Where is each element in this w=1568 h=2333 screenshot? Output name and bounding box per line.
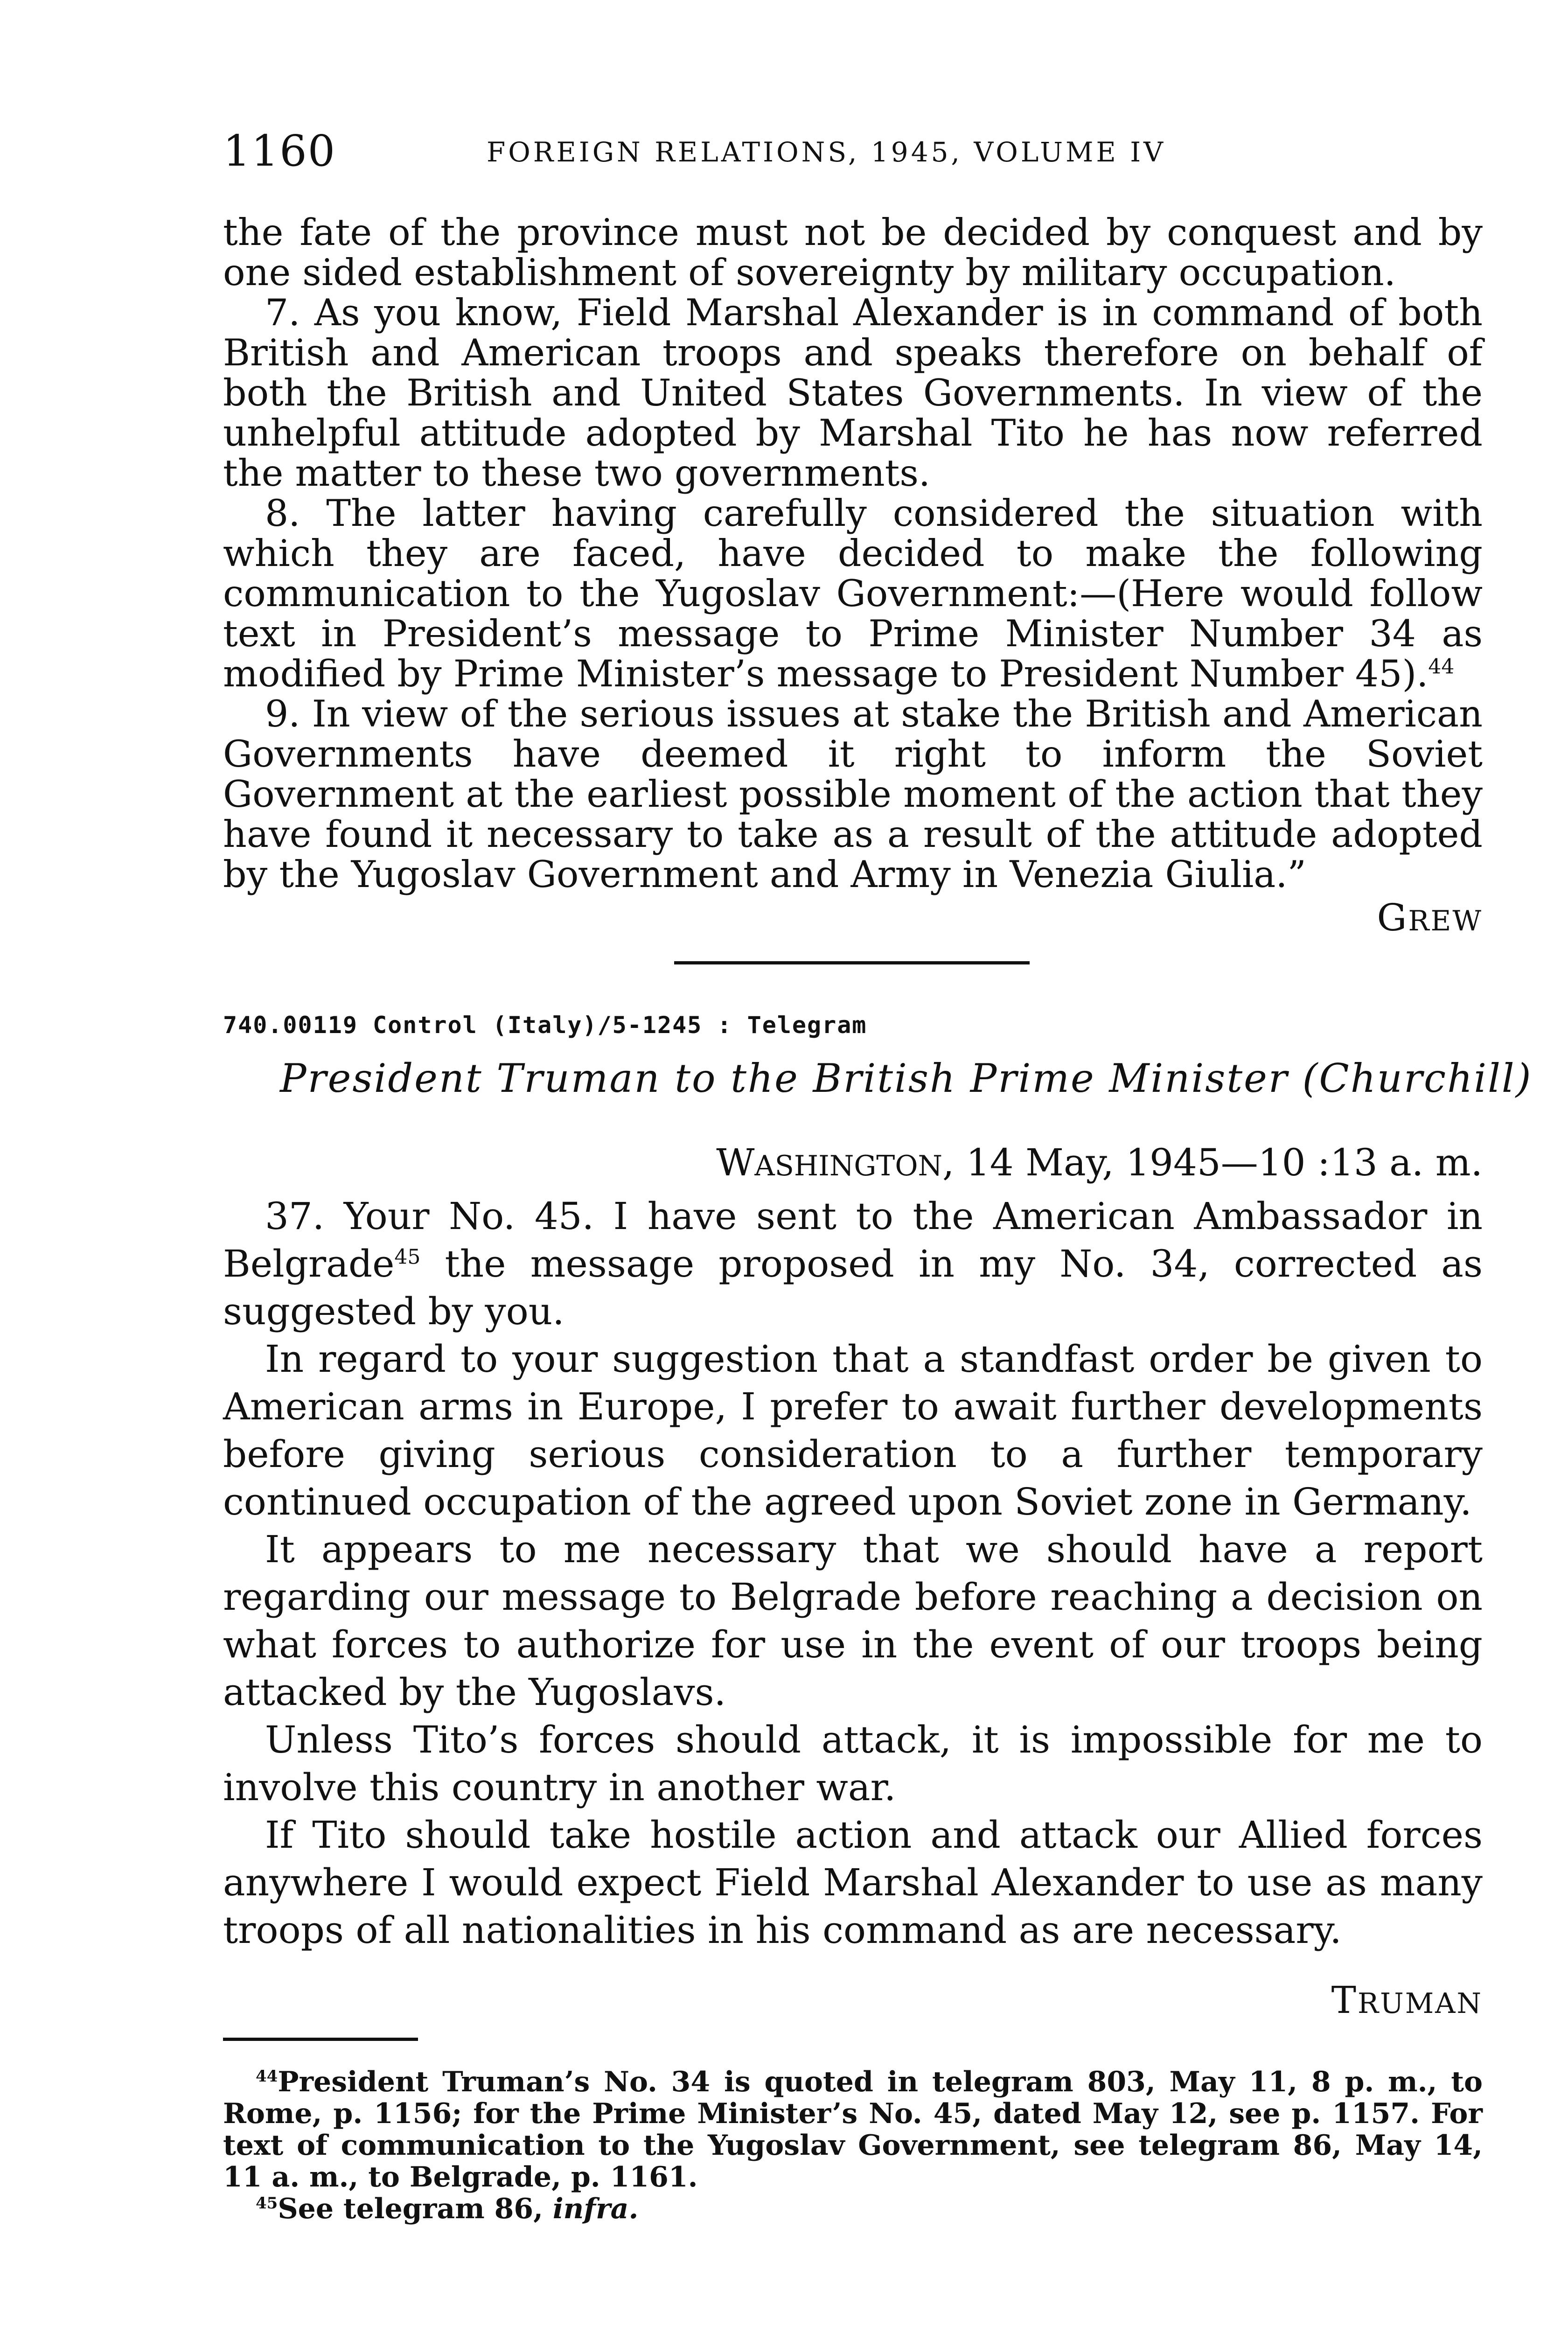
message-paragraph-2: In regard to your suggestion that a standfast order be given to American arms in Europe, I prefer to await further developments before giving serious consideration to a further temporary continued occupation of the agreed upon Soviet zone in Germany. — [223, 1337, 1483, 1523]
paragraph: the fate of the province must not be decided by conquest and by one sided establishment of sovereignty by military occupation. — [223, 211, 1483, 294]
page-number: 1160 — [223, 126, 336, 176]
paragraph-7: 7. As you know, Field Marshal Alexander is in command of both British and American troops and speaks therefore on behalf of both the British and United States Governments. In view of the unhelpful attitude adopted by Marshal Tito he has now referred the matter to these two governments. — [223, 291, 1483, 495]
signature-grew: GREW — [1377, 896, 1483, 939]
footnote-ref-45: 45 — [394, 1245, 421, 1269]
signature-truman: TRUMAN — [1331, 1978, 1483, 2022]
continuation-text — [223, 212, 1483, 894]
message-body — [223, 1193, 1483, 1954]
message-paragraph-5: If Tito should take hostile action and attack our Allied forces anywhere I would expect Field Marshal Alexander to use as many troops of all nationalities in his command as are necessary. — [223, 1813, 1483, 1952]
footnotes — [223, 2066, 1483, 2225]
footnote-44: $^{44}$President Truman’s No. 34 is quoted in telegram 803, May 11, 8 p. m., to Rome, p. 1156; for the Prime Minister’s No. 45, dated May 12, see p. 1157. For text of communication to the Yugoslav Government, see telegram 86, May 14, 11 a. m., to Belgrade, p. 1161. — [223, 2066, 1483, 2193]
running-header — [223, 126, 1483, 177]
footnote-rule — [223, 2038, 418, 2041]
running-title: FOREIGN RELATIONS, 1945, VOLUME IV — [487, 136, 1166, 168]
message-paragraph-3: It appears to me necessary that we should have a report regarding our message to Belgrade before reaching a decision on what forces to authorize for use in the event of our troops being attacked by the Yugoslavs. — [223, 1528, 1483, 1714]
paragraph-8 — [223, 493, 1483, 694]
paragraph-8-text: 8. The latter having carefully considered the situation with which they are faced, have decided to make the following communication to the Yugoslav Government:—(Here would follow text in President’s message to Prime Minister Number 34 as modified by Prime Minister’s message to President Number 45). — [223, 492, 1483, 695]
paragraph-9: 9. In view of the serious issues at stake the British and American Governments have deemed it right to inform the Soviet Government at the earliest possible moment of the action that they have found it necessary to take as a result of the attitude adopted by the Yugoslav Government and Army in Venezia Giulia.” — [223, 692, 1483, 896]
date: , 14 May, 1945—10 :13 a. m. — [942, 1141, 1483, 1184]
message-paragraph-1: 37. Your No. 45. I have sent to the American Ambassador in Belgrade$^{45}$ the message proposed in my No. 34, corrected as suggested by you. — [223, 1194, 1483, 1333]
footnote-ref-44: 44 — [1428, 655, 1455, 679]
document-title: President Truman to the British Prime Minister (Churchill) — [280, 1055, 1533, 1101]
section-divider — [674, 961, 1030, 964]
place-date-line — [716, 1141, 1483, 1184]
message-paragraph-4: Unless Tito’s forces should attack, it is impossible for me to involve this country in another war. — [223, 1718, 1483, 1809]
file-reference: 740.00119 Control (Italy)/5-1245 : Telegram — [223, 1012, 867, 1039]
place: WASHINGTON — [716, 1141, 943, 1184]
footnote-45: $^{45}$See telegram 86, infra. — [256, 2193, 639, 2225]
